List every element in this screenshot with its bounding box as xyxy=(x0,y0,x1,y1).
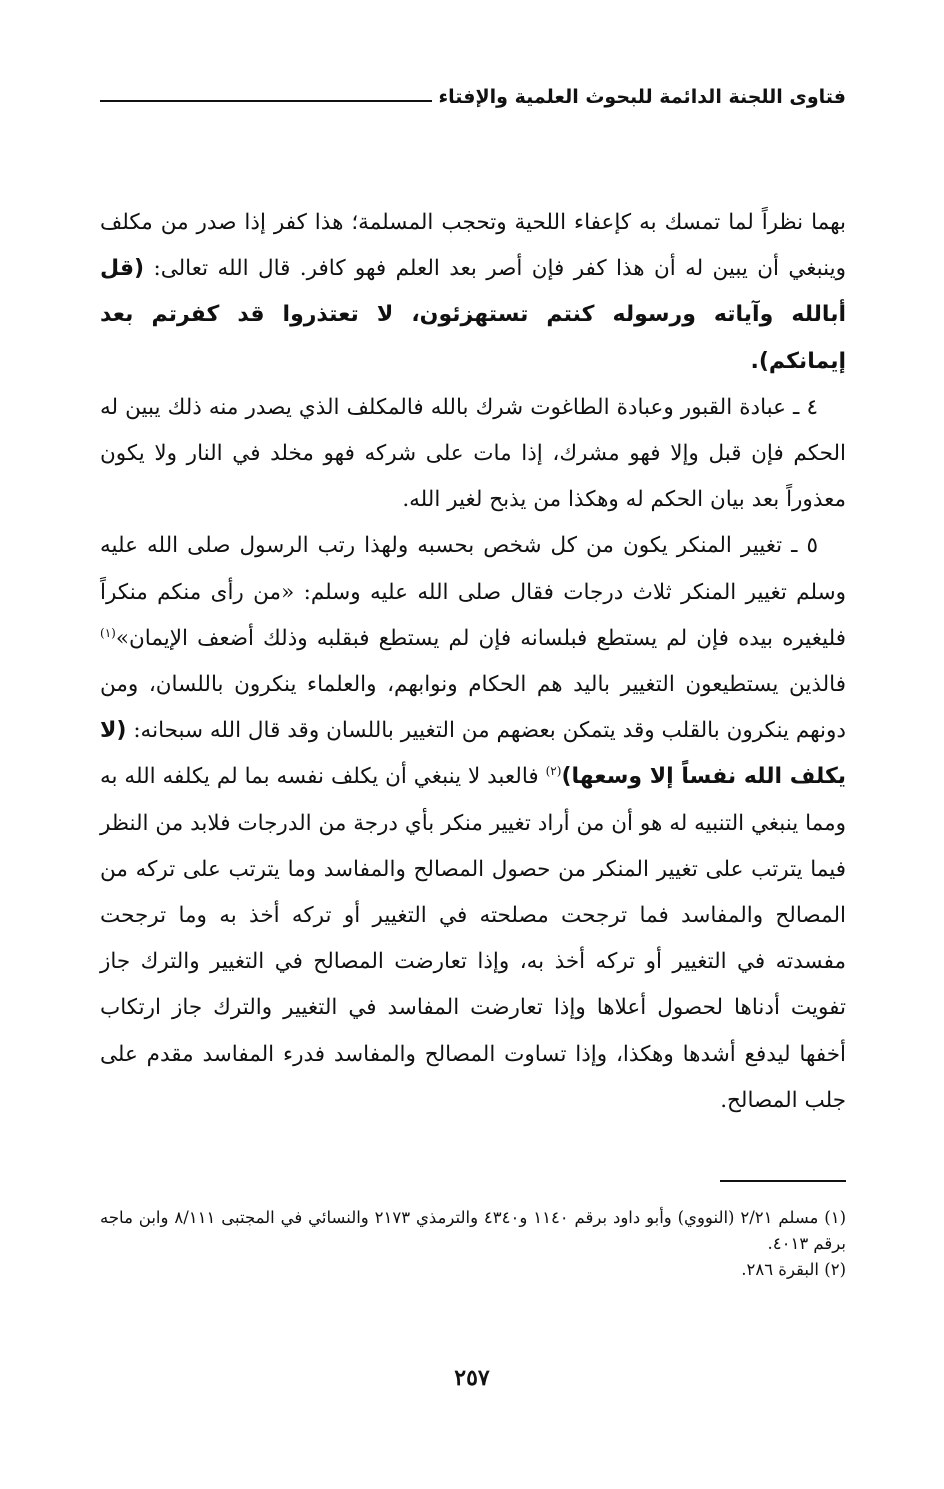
footnote-2: (٢) البقرة ٢٨٦. xyxy=(741,1260,846,1279)
quran-quote-2: (لا يكلف الله نفساً إلا وسعها) xyxy=(100,718,847,790)
footnote-separator xyxy=(720,1180,846,1182)
paragraph-3-text-start: ٥ ـ تغيير المنكر يكون من كل شخص بحسبه ولهذا رتب الرسول صلى الله عليه وسلم تغيير المنكر ثلاث درجات فقال صلى الله عليه وسلم: «من رأى منكم منكراً فليغيره بيده فإن لم يستطع فبلسانه فإن لم يستطع فبقلبه وذلك أضعف الإيمان» xyxy=(100,533,846,651)
paragraph-3-text-middle: فالذين يستطيعون التغيير باليد هم الحكام ونوابهم، والعلماء ينكرون باللسان، ومن دونهم ينكرون بالقلب وقد يتمكن بعضهم من التغيير باللسان وقد قال الله سبحانه: xyxy=(100,672,846,744)
quran-quote-1: (قل أبالله وآياته ورسوله كنتم تستهزئون، لا تعتذروا قد كفرتم بعد إيمانكم). xyxy=(100,256,846,374)
page-number: ٢٥٧ xyxy=(454,1365,490,1391)
footnotes xyxy=(100,1205,846,1283)
running-header xyxy=(100,86,846,108)
paragraph-1-text: بهما نظراً لما تمسك به كإعفاء اللحية وتحجب المسلمة؛ هذا كفر إذا صدر من مكلف وينبغي أن يبين له أن هذا كفر فإن أصر بعد العلم فهو كافر. قال الله تعالى: xyxy=(100,210,846,282)
footnote-1: (١) مسلم ٢/٢١ (النووي) وأبو داود برقم ١١٤٠ و٤٣٤٠ والترمذي ٢١٧٣ والنسائي في المجتبى ٨/١١١ وابن ماجه برقم ٤٠١٣. xyxy=(100,1208,846,1253)
header-rule xyxy=(100,100,432,102)
main-text xyxy=(100,200,846,1124)
paragraph-2: ٤ ـ عبادة القبور وعبادة الطاغوت شرك بالله فالمكلف الذي يصدر منه ذلك يبين له الحكم فإن قبل وإلا فهو مشرك، إذا مات على شركه فهو مخلد في النار ولا يكون معذوراً بعد بيان الحكم له وهكذا من يذبح لغير الله. xyxy=(100,394,846,513)
footnote-ref-1: (١) xyxy=(100,625,116,640)
paragraph-3 xyxy=(100,523,846,1124)
footnote-ref-2: (٢) xyxy=(545,764,562,779)
paragraph-3-text-end: فالعبد لا ينبغي أن يكلف نفسه بما لم يكلفه الله به ومما ينبغي التنبيه له هو أن من أراد تغيير منكر بأي درجة من الدرجات فلابد من النظر فيما يترتب على تغيير المنكر من حصول المصالح والمفاسد وما يترتب على تركه من المصالح والمفاسد فما ترجحت مصلحته في التغيير أو تركه أخذ به وما ترجحت مفسدته في التغيير أو تركه أخذ به، وإذا تعارضت المصالح في التغيير والترك جاز تفويت أدناها لحصول أعلاها وإذا تعارضت المفاسد في التغيير والترك جاز ارتكاب أخفها ليدفع أشدها وهكذا، وإذا تساوت المصالح والمفاسد فدرء المفاسد مقدم على جلب المصالح. xyxy=(100,764,846,1113)
paragraph-1 xyxy=(100,200,846,385)
running-header-title: فتاوى اللجنة الدائمة للبحوث العلمية والإفتاء xyxy=(438,86,846,108)
